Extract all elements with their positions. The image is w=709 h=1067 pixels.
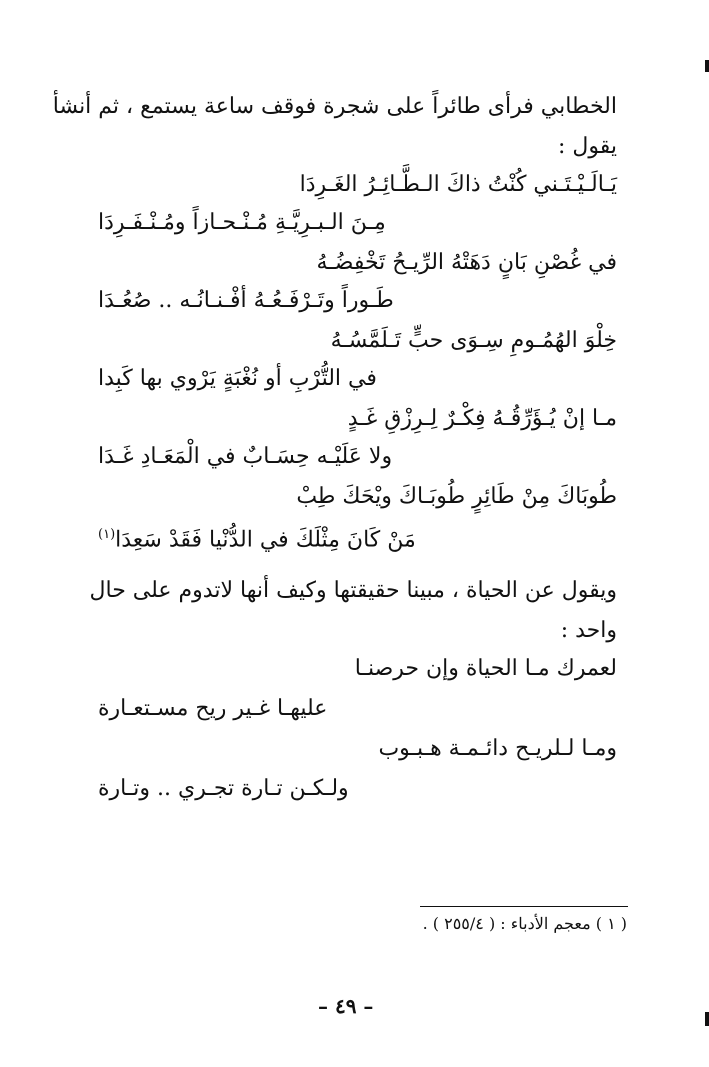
- verse-2-hemistich-1: في غُصْنِ بَانٍ دَهَتْهُ الرِّيـحُ تَخْفِضُـهُ: [316, 250, 617, 275]
- verse-3-hemistich-2: في التُّرْبِ أو نُغْبَةٍ يَرْوي بها كَبِدا: [98, 366, 377, 391]
- verse-7-hemistich-2: ولـكـن تـارة تجـري .. وتـارة: [98, 776, 349, 801]
- verse-7-hemistich-1: ومـا لـلريـح دائـمـة هـبـوب: [378, 736, 617, 761]
- scan-edge-mark-top: [705, 60, 709, 72]
- page-number: – ٤٩ –: [318, 994, 374, 1018]
- footnote-divider: [420, 906, 628, 907]
- scan-edge-mark-bottom: [705, 1012, 709, 1026]
- verse-5-hemistich-2: [98, 520, 416, 555]
- para-line-1: ويقول عن الحياة ، مبينا حقيقتها وكيف أنها لاتدوم على حال: [89, 578, 617, 603]
- intro-line-2: يقول :: [557, 134, 617, 159]
- verse-2-hemistich-2: طَـوراً وتَـرْفَـعُـهُ أفْـنـانُـه .. صُعُـدَا: [98, 288, 394, 313]
- verse-3-hemistich-1: خِلْوَ الهُمُـومِ سِـوَى حبٍّ تَـلَمَّسُـهُ: [330, 328, 617, 353]
- verse-5-text: مَنْ كَانَ مِثْلَكَ في الدُّنْيا فَقَدْ سَعِدَا: [115, 527, 416, 553]
- footnote: ( ١ ) معجم الأدباء : ( ٢٥٥/٤ ) .: [422, 914, 627, 933]
- verse-4-hemistich-2: ولا عَلَيْـه حِسَـابٌ في الْمَعَـادِ غَـدَا: [98, 444, 393, 469]
- verse-1-hemistich-1: يَـالَـيْـتَـني كُنْتُ ذاكَ الـطَّـائِـرُ الغَـرِدَا: [299, 172, 617, 197]
- verse-1-hemistich-2: مِـنَ الـبـرِيَّـةِ مُـنْـحـازاً ومُـنْـفَـرِدَا: [98, 210, 386, 235]
- verse-4-hemistich-1: مـا إنْ يُـؤَرِّقُـهُ فِكْـرٌ لِـرِزْقِ غَـدٍ: [347, 406, 617, 431]
- verse-5-hemistich-1: طُوبَاكَ مِنْ طَائِرٍ طُوبَـاكَ ويْحَكَ طِبْ: [296, 484, 617, 509]
- verse-6-hemistich-1: لعمرك مـا الحياة وإن حرصنـا: [354, 656, 617, 681]
- intro-line-1: الخطابي فرأى طائراً على شجرة فوقف ساعة يستمع ، ثم أنشأ: [52, 94, 617, 119]
- para-line-2: واحد :: [560, 618, 617, 643]
- footnote-marker: (١): [98, 527, 116, 542]
- verse-6-hemistich-2: عليهـا غـير ريح مسـتعـارة: [98, 696, 328, 721]
